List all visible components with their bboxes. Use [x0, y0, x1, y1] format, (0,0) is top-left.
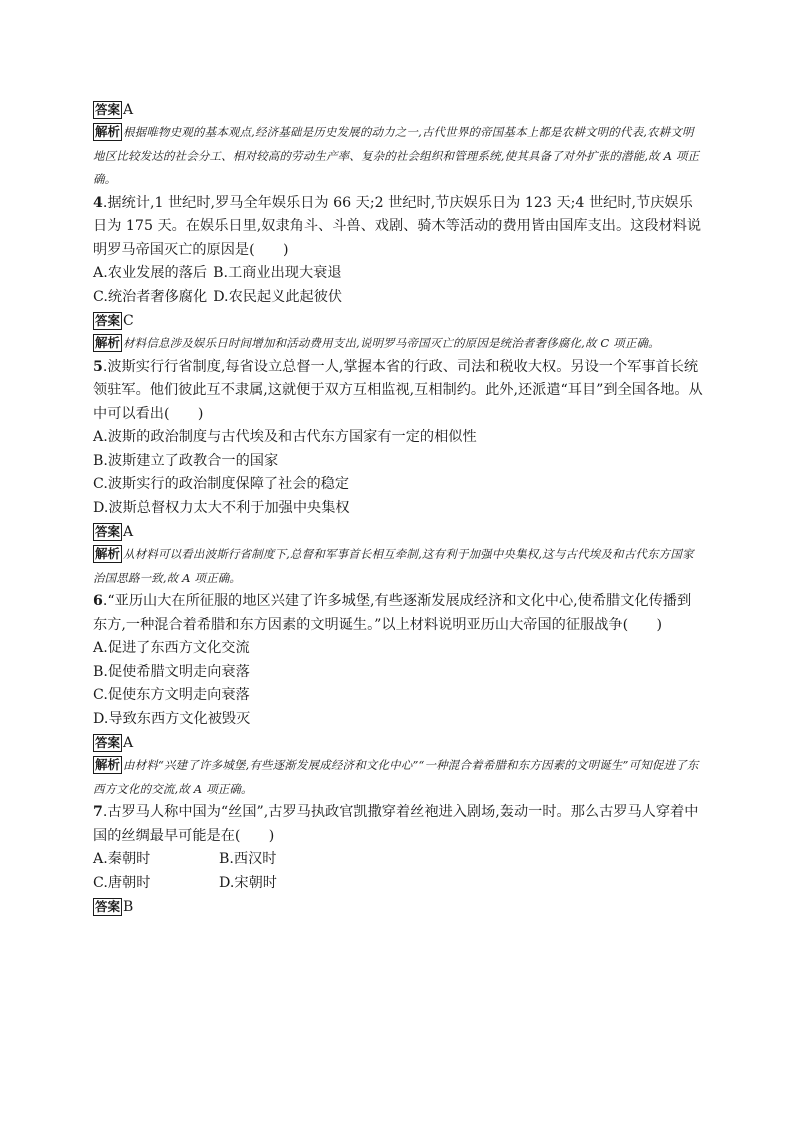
- question-number: 4: [93, 194, 103, 211]
- analysis-tag: 解析: [95, 757, 121, 772]
- analysis-text: 由材料“兴建了许多城堡,有些逐渐发展成经济和文化中心”“一种混合着希腊和东方因素的文明诞生”可知促进了东西方文化的交流,故 A 项正确。: [93, 758, 699, 796]
- option-b: B.促使希腊文明走向衰落: [93, 663, 250, 680]
- option-a: A.促进了东西方文化交流: [93, 640, 250, 656]
- question-5: 5.波斯实行行省制度,每省设立总督一人,掌握本省的行政、司法和税收大权。另设一个军事首长统领驻军。他们彼此互不隶属,这就便于双方互相监视,互相制约。此外,还派遣“耳目”到全国各地。从中可以看出( ): [93, 358, 703, 422]
- answer-value: C: [123, 312, 134, 329]
- analysis-tag: 解析: [95, 335, 121, 350]
- question-4: 4.据统计,1 世纪时,罗马全年娱乐日为 66 天;2 世纪时,节庆娱乐日为 123 天;4 世纪时,节庆娱乐日为 175 天。在娱乐日里,奴隶角斗、斗兽、戏剧、骑木等活动的费用皆由国库支出。这段材料说明罗马帝国灭亡的原因是( ): [93, 194, 702, 258]
- analysis-3: [93, 121, 705, 192]
- answer-value: A: [123, 523, 134, 540]
- answer-tag: 答案: [95, 101, 121, 117]
- answer-tag: 答案: [95, 312, 121, 328]
- option-d: D.宋朝时: [219, 874, 277, 891]
- question-stem: 古罗马人称中国为“丝国”,古罗马执政官凯撒穿着丝袍进入剧场,轰动一时。那么古罗马人穿着中国的丝绸最早可能是在( ): [93, 804, 699, 844]
- analysis-text: 从材料可以看出波斯行省制度下,总督和军事首长相互牵制,这有利于加强中央集权,这与古代埃及和古代东方国家治国思路一致,故 A 项正确。: [93, 547, 694, 585]
- content-area: [93, 98, 705, 918]
- answer-tag: 答案: [95, 734, 121, 750]
- question-stem: “亚历山大在所征服的地区兴建了许多城堡,有些逐渐发展成经济和文化中心,使希腊文化传播到东方,一种混合着希腊和东方因素的文明诞生。”以上材料说明亚历山大帝国的征服战争( ): [93, 593, 692, 633]
- option-c: C.统治者奢侈腐化: [93, 288, 208, 305]
- answer-tag: 答案: [95, 898, 121, 914]
- options-row: [93, 262, 705, 286]
- answer-row-3: [93, 98, 705, 121]
- answer-value: B: [123, 898, 134, 915]
- question-stem: 波斯实行行省制度,每省设立总督一人,掌握本省的行政、司法和税收大权。另设一个军事首长统领驻军。他们彼此互不隶属,这就便于双方互相监视,互相制约。此外,还派遣“耳目”到全国各地。从中可以看出( ): [93, 358, 703, 422]
- analysis-tag: 解析: [95, 124, 121, 139]
- question-number: 5: [93, 358, 103, 375]
- option-a: A.波斯的政治制度与古代埃及和古代东方国家有一定的相似性: [93, 429, 477, 445]
- option-a: A.农业发展的落后: [93, 265, 208, 281]
- question-stem: 据统计,1 世纪时,罗马全年娱乐日为 66 天;2 世纪时,节庆娱乐日为 123 天;4 世纪时,节庆娱乐日为 175 天。在娱乐日里,奴隶角斗、斗兽、戏剧、骑木等活动的费用皆由国库支出。这段材料说明罗马帝国灭亡的原因是( ): [93, 194, 702, 258]
- options-grid: [93, 848, 705, 895]
- option-d: D.导致东西方文化被毁灭: [93, 710, 251, 727]
- option-c: C.唐朝时: [93, 874, 151, 891]
- option-a: A.秦朝时: [93, 851, 151, 867]
- question-6: 6.“亚历山大在所征服的地区兴建了许多城堡,有些逐渐发展成经济和文化中心,使希腊文化传播到东方,一种混合着希腊和东方因素的文明诞生。”以上材料说明亚历山大帝国的征服战争( ): [93, 593, 692, 633]
- analysis-text: 材料信息涉及娱乐日时间增加和活动费用支出,说明罗马帝国灭亡的原因是统治者奢侈腐化,故 C 项正确。: [123, 336, 660, 350]
- question-7: 7.古罗马人称中国为“丝国”,古罗马执政官凯撒穿着丝袍进入剧场,轰动一时。那么古罗马人穿着中国的丝绸最早可能是在( ): [93, 804, 699, 844]
- options-row: [93, 286, 705, 310]
- answer-value: A: [123, 101, 134, 118]
- option-b: B.西汉时: [219, 851, 277, 867]
- analysis-text: 根据唯物史观的基本观点,经济基础是历史发展的动力之一,古代世界的帝国基本上都是农耕文明的代表,农耕文明地区比较发达的社会分工、相对较高的劳动生产率、复杂的社会组织和管理系统,使其具备了对外扩张的潜能,故 A 项正确。: [93, 125, 700, 186]
- answer-row-6: [93, 731, 705, 754]
- analysis-tag: 解析: [95, 546, 121, 561]
- analysis-6: [93, 754, 705, 801]
- option-d: D.农民起义此起彼伏: [213, 288, 343, 305]
- answer-row-5: [93, 520, 705, 543]
- option-c: C.促使东方文明走向衰落: [93, 687, 250, 703]
- answer-row-4: [93, 309, 705, 332]
- answer-tag: 答案: [95, 523, 121, 539]
- answer-value: A: [123, 734, 134, 751]
- question-number: 6: [93, 593, 103, 609]
- option-b: B.波斯建立了政教合一的国家: [93, 452, 279, 469]
- analysis-5: [93, 543, 705, 590]
- option-c: C.波斯实行的政治制度保障了社会的稳定: [93, 476, 350, 492]
- option-b: B.工商业出现大衰退: [213, 265, 342, 281]
- question-number: 7: [93, 804, 103, 820]
- answer-row-7: [93, 895, 705, 918]
- analysis-4: [93, 332, 705, 356]
- option-d: D.波斯总督权力太大不利于加强中央集权: [93, 499, 350, 516]
